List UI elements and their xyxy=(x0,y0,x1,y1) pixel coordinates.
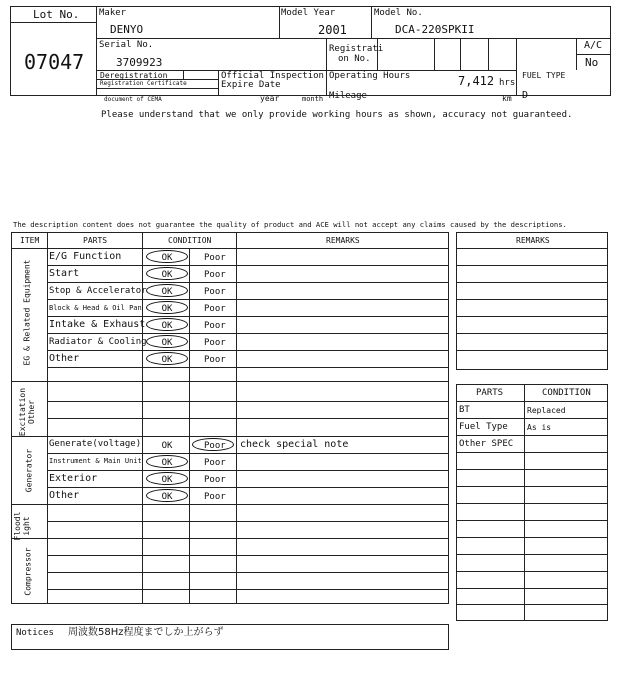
ac-label: A/C xyxy=(584,40,603,51)
divider xyxy=(47,555,449,556)
divider xyxy=(11,248,449,249)
lot-label: Lot No. xyxy=(33,8,80,21)
divider xyxy=(96,38,611,39)
eg-part-1: E/G Function xyxy=(49,251,122,262)
eg-poor-6: Poor xyxy=(204,338,226,348)
serial-value: 3709923 xyxy=(116,56,163,69)
right-part-1: BT xyxy=(459,405,470,415)
divider xyxy=(516,38,517,96)
col-remarks-header: REMARKS xyxy=(326,236,360,245)
divider xyxy=(47,487,449,488)
hours-disclaimer: Please understand that we only provide working hours as shown, accuracy not guaranteed. xyxy=(101,110,573,120)
divider xyxy=(456,350,608,351)
divider xyxy=(183,70,184,79)
gen-poor-1: Poor xyxy=(204,441,226,451)
divider xyxy=(456,537,608,538)
right-remarks-header: REMARKS xyxy=(516,236,550,245)
divider xyxy=(47,401,449,402)
divider xyxy=(10,22,96,23)
right-parts-header: PARTS xyxy=(476,388,504,398)
gen-poor-3: Poor xyxy=(204,475,226,485)
divider xyxy=(47,453,449,454)
divider xyxy=(47,282,449,283)
month-label: month xyxy=(302,95,324,103)
divider xyxy=(456,248,608,249)
divider xyxy=(47,418,449,419)
divider xyxy=(47,367,449,368)
mileage-label: Mileage xyxy=(329,91,367,101)
divider xyxy=(456,333,608,334)
divider xyxy=(576,38,577,70)
gen-part-3: Exterior xyxy=(49,473,98,484)
hrs-label: hrs xyxy=(499,78,516,88)
eg-poor-2: Poor xyxy=(204,270,226,280)
fuel-type-value: D xyxy=(522,90,529,101)
divider xyxy=(47,350,449,351)
divider xyxy=(456,520,608,521)
divider xyxy=(47,521,449,522)
divider xyxy=(456,604,608,605)
eg-part-5: Intake & Exhaust xyxy=(49,319,146,330)
registration-cert-label: Registration Certificate xyxy=(100,80,187,87)
gen-part-4: Other xyxy=(49,490,80,501)
eg-ok-3: OK xyxy=(161,287,173,297)
divider xyxy=(377,38,378,70)
eg-ok-6: OK xyxy=(161,338,173,348)
eg-poor-4: Poor xyxy=(204,304,226,314)
col-condition-header: CONDITION xyxy=(168,236,212,245)
registration-label: Registrati xyxy=(329,44,384,54)
divider xyxy=(96,88,218,89)
divider xyxy=(11,538,449,539)
divider xyxy=(11,504,449,505)
divider xyxy=(47,589,449,590)
divider xyxy=(189,381,190,436)
inspection-label: Official Inspection xyxy=(221,71,324,81)
divider xyxy=(47,265,449,266)
model-no-value: DCA-220SPKII xyxy=(395,23,475,36)
deregistration-label: Deregistration xyxy=(100,71,168,80)
divider xyxy=(456,503,608,504)
notices-label: Notices xyxy=(16,628,54,638)
registration-label-2: on No. xyxy=(338,54,371,64)
eg-part-3: Stop & Accelerator xyxy=(49,286,147,296)
gen-poor-4: Poor xyxy=(204,492,226,502)
eg-part-4: Block & Head & Oil Pan xyxy=(49,304,142,312)
maker-value: DENYO xyxy=(110,23,144,36)
eg-ok-4: OK xyxy=(161,304,173,314)
eg-part-7: Other xyxy=(49,353,80,364)
eg-part-6: Radiator & Cooling xyxy=(49,337,147,347)
divider xyxy=(456,452,608,453)
divider xyxy=(456,418,608,419)
divider xyxy=(218,70,219,96)
divider xyxy=(456,588,608,589)
eg-poor-3: Poor xyxy=(204,287,226,297)
divider xyxy=(456,282,608,283)
gen-poor-2: Poor xyxy=(204,458,226,468)
model-no-label: Model No. xyxy=(374,8,423,18)
section-floodlight-label: Floodl ight xyxy=(13,511,31,541)
eg-ok-7: OK xyxy=(161,355,173,365)
gen-part-1: Generate(voltage) xyxy=(49,439,142,449)
fuel-type-label: FUEL TYPE xyxy=(522,71,566,80)
divider xyxy=(456,469,608,470)
divider xyxy=(11,436,449,437)
eg-ok-1: OK xyxy=(161,253,173,263)
section-excitation-label: Excitation Other xyxy=(18,387,36,437)
divider xyxy=(460,38,461,70)
right-condition-1: Replaced xyxy=(527,406,566,415)
gen-ok-2: OK xyxy=(161,458,173,468)
divider xyxy=(456,435,608,436)
document-label: document of CEMA xyxy=(104,96,162,103)
gen-ok-1: OK xyxy=(161,441,173,451)
gen-ok-3: OK xyxy=(161,475,173,485)
model-year-label: Model Year xyxy=(281,8,336,18)
eg-ok-5: OK xyxy=(161,321,173,331)
notices-text: 周波数58Hz程度までしか上がらず xyxy=(68,627,224,638)
divider xyxy=(456,486,608,487)
operating-hours-label: Operating Hours xyxy=(329,71,411,81)
divider xyxy=(434,38,435,70)
operating-hours-value: 7,412 xyxy=(458,74,495,88)
eg-ok-2: OK xyxy=(161,270,173,280)
inspection-label-2: Expire Date xyxy=(221,80,281,90)
col-item-header: ITEM xyxy=(20,236,40,245)
divider xyxy=(371,6,372,38)
right-condition-2: As is xyxy=(527,423,552,432)
divider xyxy=(456,265,608,266)
gen-part-2: Instrument & Main Unit xyxy=(49,457,142,465)
divider xyxy=(326,38,327,96)
eg-poor-7: Poor xyxy=(204,355,226,365)
divider xyxy=(456,299,608,300)
divider xyxy=(279,6,280,38)
eg-poor-1: Poor xyxy=(204,253,226,263)
gen-remark-1: check special note xyxy=(240,439,349,450)
section-generator-label: Generator xyxy=(24,448,34,493)
divider xyxy=(47,299,449,300)
right-part-3: Other SPEC xyxy=(459,439,514,449)
km-label: km xyxy=(502,94,512,103)
divider xyxy=(96,6,97,96)
col-parts-header: PARTS xyxy=(83,236,108,245)
year-label: year xyxy=(260,94,280,103)
eg-part-2: Start xyxy=(49,268,80,279)
gen-ok-4: OK xyxy=(161,492,173,502)
section-compressor-label: Compressor xyxy=(23,547,33,596)
divider xyxy=(576,54,611,55)
lot-number: 07047 xyxy=(24,50,85,74)
divider xyxy=(11,381,449,382)
section-eg-label: EG & Related Equipment xyxy=(22,259,32,366)
eg-poor-5: Poor xyxy=(204,321,226,331)
divider xyxy=(189,248,190,381)
divider xyxy=(47,572,449,573)
divider xyxy=(456,316,608,317)
description-notice: The description content does not guarantee the quality of product and ACE will not accept any claims caused by the descriptions. xyxy=(13,220,567,229)
divider xyxy=(456,401,608,402)
right-part-2: Fuel Type xyxy=(459,422,508,432)
divider xyxy=(488,38,489,70)
model-year-value: 2001 xyxy=(318,23,347,37)
ac-value: No xyxy=(585,56,599,69)
right-condition-header: CONDITION xyxy=(542,388,591,398)
serial-label: Serial No. xyxy=(99,40,154,50)
maker-label: Maker xyxy=(99,8,127,18)
divider xyxy=(47,333,449,334)
divider xyxy=(456,554,608,555)
divider xyxy=(47,470,449,471)
divider xyxy=(47,316,449,317)
divider xyxy=(456,571,608,572)
